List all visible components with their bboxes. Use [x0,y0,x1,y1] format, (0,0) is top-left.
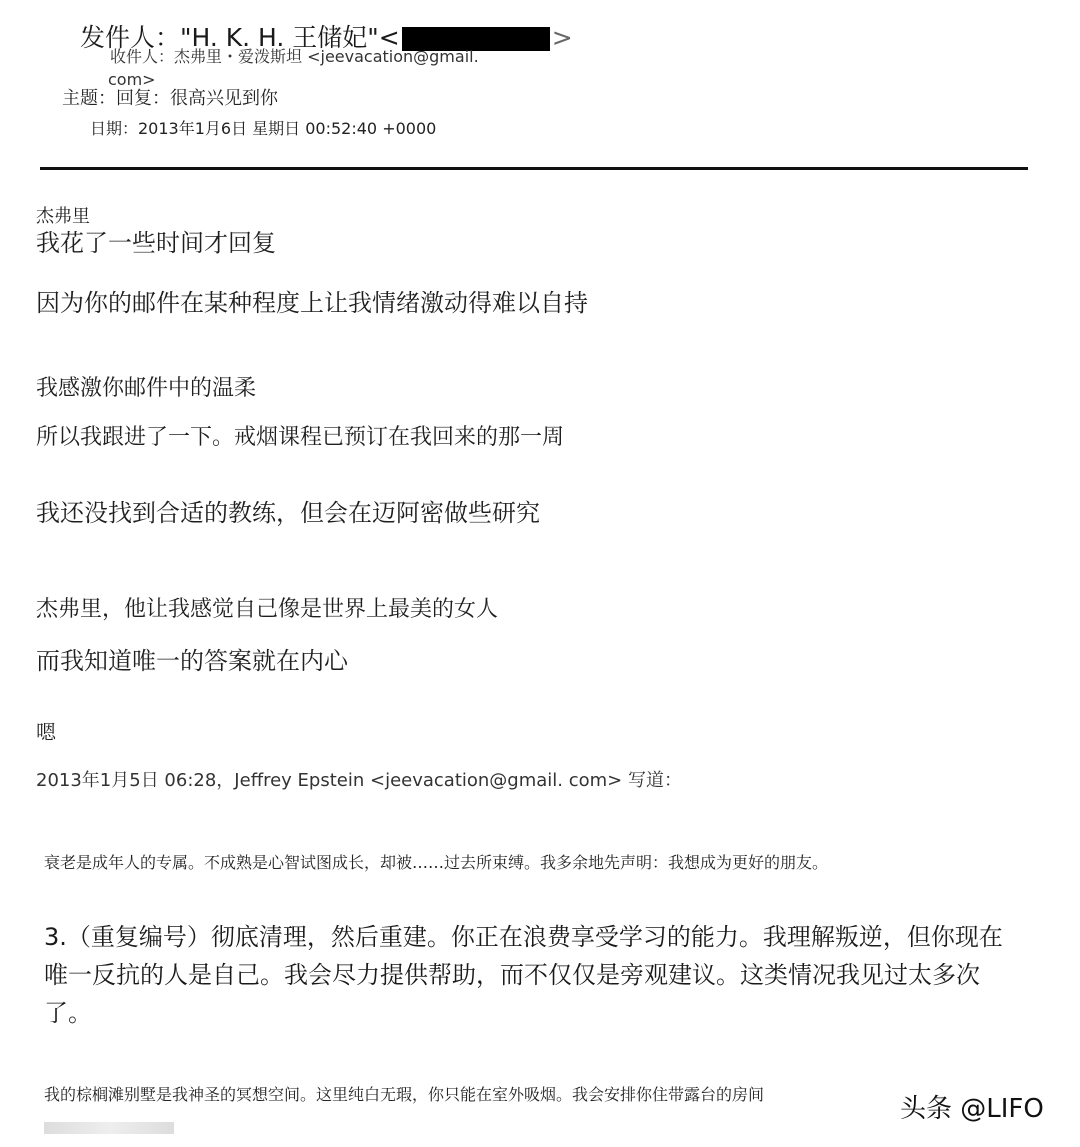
quoted-small-text-2: 我的棕榈滩别墅是我神圣的冥想空间。这里纯白无瑕，你只能在室外吸烟。我会安排你住带露台的房间 [44,1085,765,1104]
body-line-4: 所以我跟进了一下。戒烟课程已预订在我回来的那一周 [36,425,565,450]
body-line-7: 而我知道唯一的答案就在内心 [36,647,348,675]
body-line-8: 嗯 [36,720,56,744]
body-line-6: 杰弗里，他让我感觉自己像是世界上最美的女人 [36,597,499,622]
header-divider [40,167,1028,170]
quoted-small-text-1: 衰老是成年人的专属。不成熟是心智试图成长，却被……过去所束缚。我多余地先声明：我想成为更好的朋友。 [44,853,829,872]
cut-off-text [44,1122,174,1134]
body-line-1: 我花了一些时间才回复 [36,229,276,257]
body-line-3: 我感激你邮件中的温柔 [36,376,257,401]
to-line: 收件人：杰弗里・爱泼斯坦 <jeevacation@gmail. [110,47,479,66]
greeting: 杰弗里 [36,206,90,227]
to-line-wrap: com> [108,70,156,89]
quoted-paragraph: 3.（重复编号）彻底清理，然后重建。你正在浪费享受学习的能力。我理解叛逆，但你现在唯一反抗的人是自己。我会尽力提供帮助，而不仅仅是旁观建议。这类情况我见过太多次了。 [44,923,1003,1027]
watermark: 头条 @LIFO [900,1094,1044,1124]
from-name: "H. K. H. 王储妃"< [180,23,400,52]
from-label: 发件人： [80,23,181,52]
body-line-2: 因为你的邮件在某种程度上让我情绪激动得难以自持 [36,289,588,317]
subject-line: 主题：回复：很高兴见到你 [62,88,278,109]
quote-attribution: 2013年1月5日 06:28，Jeffrey Epstein <jeevacation@gmail. com> 写道： [36,770,682,791]
from-close: > [551,23,573,52]
date-line: 日期：2013年1月6日 星期日 00:52:40 +0000 [90,119,437,138]
body-line-5: 我还没找到合适的教练，但会在迈阿密做些研究 [36,499,540,527]
